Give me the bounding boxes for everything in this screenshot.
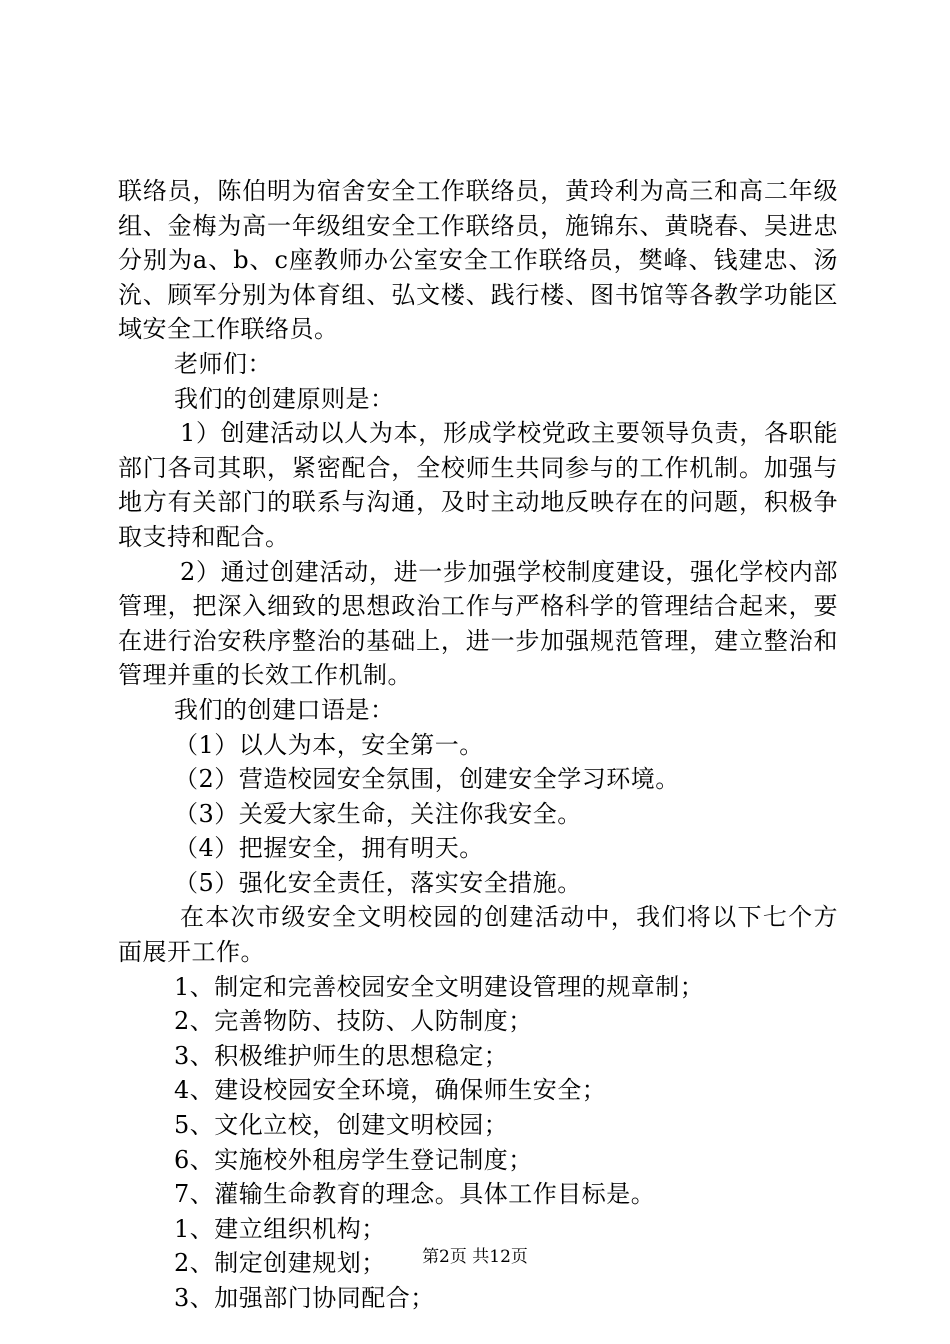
slogan-item-1: （1）以人为本，安全第一。 <box>174 730 484 759</box>
work-area-item-6: 6、实施校外租房学生登记制度； <box>174 1145 533 1174</box>
paragraph-principles-heading: 我们的创建原则是： <box>174 384 395 413</box>
work-area-item-2: 2、完善物防、技防、人防制度； <box>174 1007 533 1036</box>
page-number-footer: 第2页 共12页 <box>422 1247 528 1267</box>
goal-item-1: 1、建立组织机构； <box>174 1214 386 1243</box>
slogan-item-2: （2）营造校园安全氛围，创建安全学习环境。 <box>174 765 680 794</box>
work-area-item-7: 7、灌输生命教育的理念。具体工作目标是。 <box>174 1180 656 1209</box>
paragraph-liaison-list: 联络员，陈伯明为宿舍安全工作联络员，黄玲利为高三和高二年级组、金梅为高一年级组安全工作联络员，施锦东、黄晓春、吴进忠分别为a、b、c座教师办公室安全工作联络员，樊峰、钱建忠、汤沇、顾军分别为体育组、弘文楼、践行楼、图书馆等各教学功能区域安全工作联络员。 <box>118 177 838 344</box>
work-area-item-1: 1、制定和完善校园安全文明建设管理的规章制； <box>174 972 705 1001</box>
paragraph-greeting: 老师们： <box>174 349 272 378</box>
paragraph-work-areas-intro: 在本次市级安全文明校园的创建活动中，我们将以下七个方面展开工作。 <box>118 903 838 967</box>
paragraph-principle-2: 2）通过创建活动，进一步加强学校制度建设，强化学校内部管理，把深入细致的思想政治工作与严格科学的管理结合起来，要在进行治安秩序整治的基础上，进一步加强规范管理，建立整治和管理并重的长效工作机制。 <box>118 557 838 690</box>
work-area-item-4: 4、建设校园安全环境，确保师生安全； <box>174 1076 607 1105</box>
slogan-item-4: （4）把握安全，拥有明天。 <box>174 834 484 863</box>
paragraph-principle-1: 1）创建活动以人为本，形成学校党政主要领导负责，各职能部门各司其职，紧密配合，全校师生共同参与的工作机制。加强与地方有关部门的联系与沟通，及时主动地反映存在的问题，积极争取支持和配合。 <box>118 419 838 551</box>
goal-item-3: 3、加强部门协同配合； <box>174 1284 435 1312</box>
slogan-item-3: （3）关爱大家生命，关注你我安全。 <box>174 799 582 828</box>
work-area-item-5: 5、文化立校，创建文明校园； <box>174 1111 509 1140</box>
work-area-item-3: 3、积极维护师生的思想稳定； <box>174 1041 509 1070</box>
document-body <box>118 174 838 1316</box>
slogan-item-5: （5）强化安全责任，落实安全措施。 <box>174 868 582 897</box>
paragraph-slogans-heading: 我们的创建口语是： <box>174 695 395 724</box>
goal-item-2: 2、制定创建规划； <box>174 1249 386 1278</box>
